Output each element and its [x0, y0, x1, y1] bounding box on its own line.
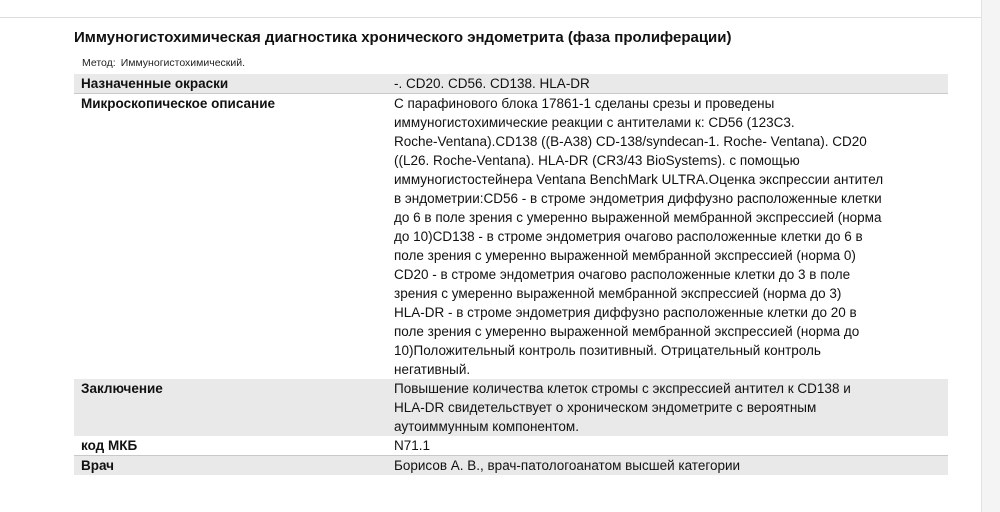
text-line: в эндометрии:CD56 - в строме эндометрия диффузно расположенные клетки — [394, 191, 882, 206]
text-line: зрения с умеренно выраженной мембранной экспрессией (норма до 3) — [394, 286, 842, 301]
text-line: негативный. — [394, 362, 471, 377]
microscopy-value — [390, 94, 948, 380]
text-line: поле зрения с умеренно выраженной мембранной экспрессией (норма до — [394, 324, 860, 339]
text-line: ((L26. Roche-Ventana). HLA-DR (CR3/43 BioSystems). с помощью — [394, 153, 800, 168]
row-conclusion — [74, 379, 948, 436]
text-line: аутоиммунным компонентом. — [394, 419, 579, 434]
text-line: Повышение количества клеток стромы с экспрессией антител к CD138 и — [394, 381, 851, 396]
stains-value — [390, 74, 948, 94]
text-line: Roche-Ventana).CD138 ((B-A38) CD-138/syndecan-1. Roche- Ventana). CD20 — [394, 134, 867, 149]
text-line: 10)Положительный контроль позитивный. Отрицательный контроль — [394, 343, 821, 358]
report-table — [74, 74, 948, 475]
right-edge — [981, 0, 1000, 512]
text-line: до 10)CD138 - в строме эндометрия очагово расположенные клетки до 6 в — [394, 229, 863, 244]
text-line: С парафинового блока 17861-1 сделаны срезы и проведены — [394, 96, 775, 111]
report-title: Иммуногистохимическая диагностика хронического эндометрита (фаза пролиферации) — [74, 29, 732, 46]
top-border — [0, 0, 1000, 18]
row-stains — [74, 74, 948, 94]
microscopy-label: Микроскопическое описание — [81, 96, 276, 111]
text-line: иммуногистохимические реакции с антителами к: CD56 (123C3. — [394, 115, 795, 130]
row-icd-code — [74, 436, 948, 456]
method-label: Метод: — [82, 57, 116, 69]
stains-label: Назначенные окраски — [74, 74, 390, 94]
text-line: HLA-DR свидетельствует о хроническом эндометрите с вероятным — [394, 400, 817, 415]
doctor-label: Врач — [74, 456, 390, 476]
text-line: до 6 в поле зрения с умеренно выраженной мембранной экспрессией (норма — [394, 210, 882, 225]
row-doctor — [74, 456, 948, 476]
method-value: Иммуногистохимический. — [120, 57, 246, 69]
text-line: N71.1 — [394, 438, 431, 453]
text-line: Борисов А. В., врач-патологоанатом высшей категории — [394, 458, 741, 473]
text-line: HLA-DR - в строме эндометрия диффузно расположенные клетки до 20 в — [394, 305, 857, 320]
text-line: иммуногистостейнера Ventana BenchMark ULTRA.Оценка экспрессии антител — [394, 172, 884, 187]
icd-code-label: код МКБ — [74, 436, 390, 456]
row-microscopy — [74, 94, 948, 380]
method-line — [82, 57, 245, 69]
conclusion-label: Заключение — [74, 379, 390, 436]
conclusion-value — [390, 379, 948, 436]
text-line: поле зрения с умеренно выраженной мембранной экспрессией (норма 0) — [394, 248, 856, 263]
doctor-value — [390, 456, 948, 476]
text-line: -. CD20. CD56. CD138. HLA-DR — [394, 76, 590, 91]
text-line: CD20 - в строме эндометрия очагово расположенные клетки до 3 в поле — [394, 267, 851, 282]
icd-code-value — [390, 436, 948, 456]
